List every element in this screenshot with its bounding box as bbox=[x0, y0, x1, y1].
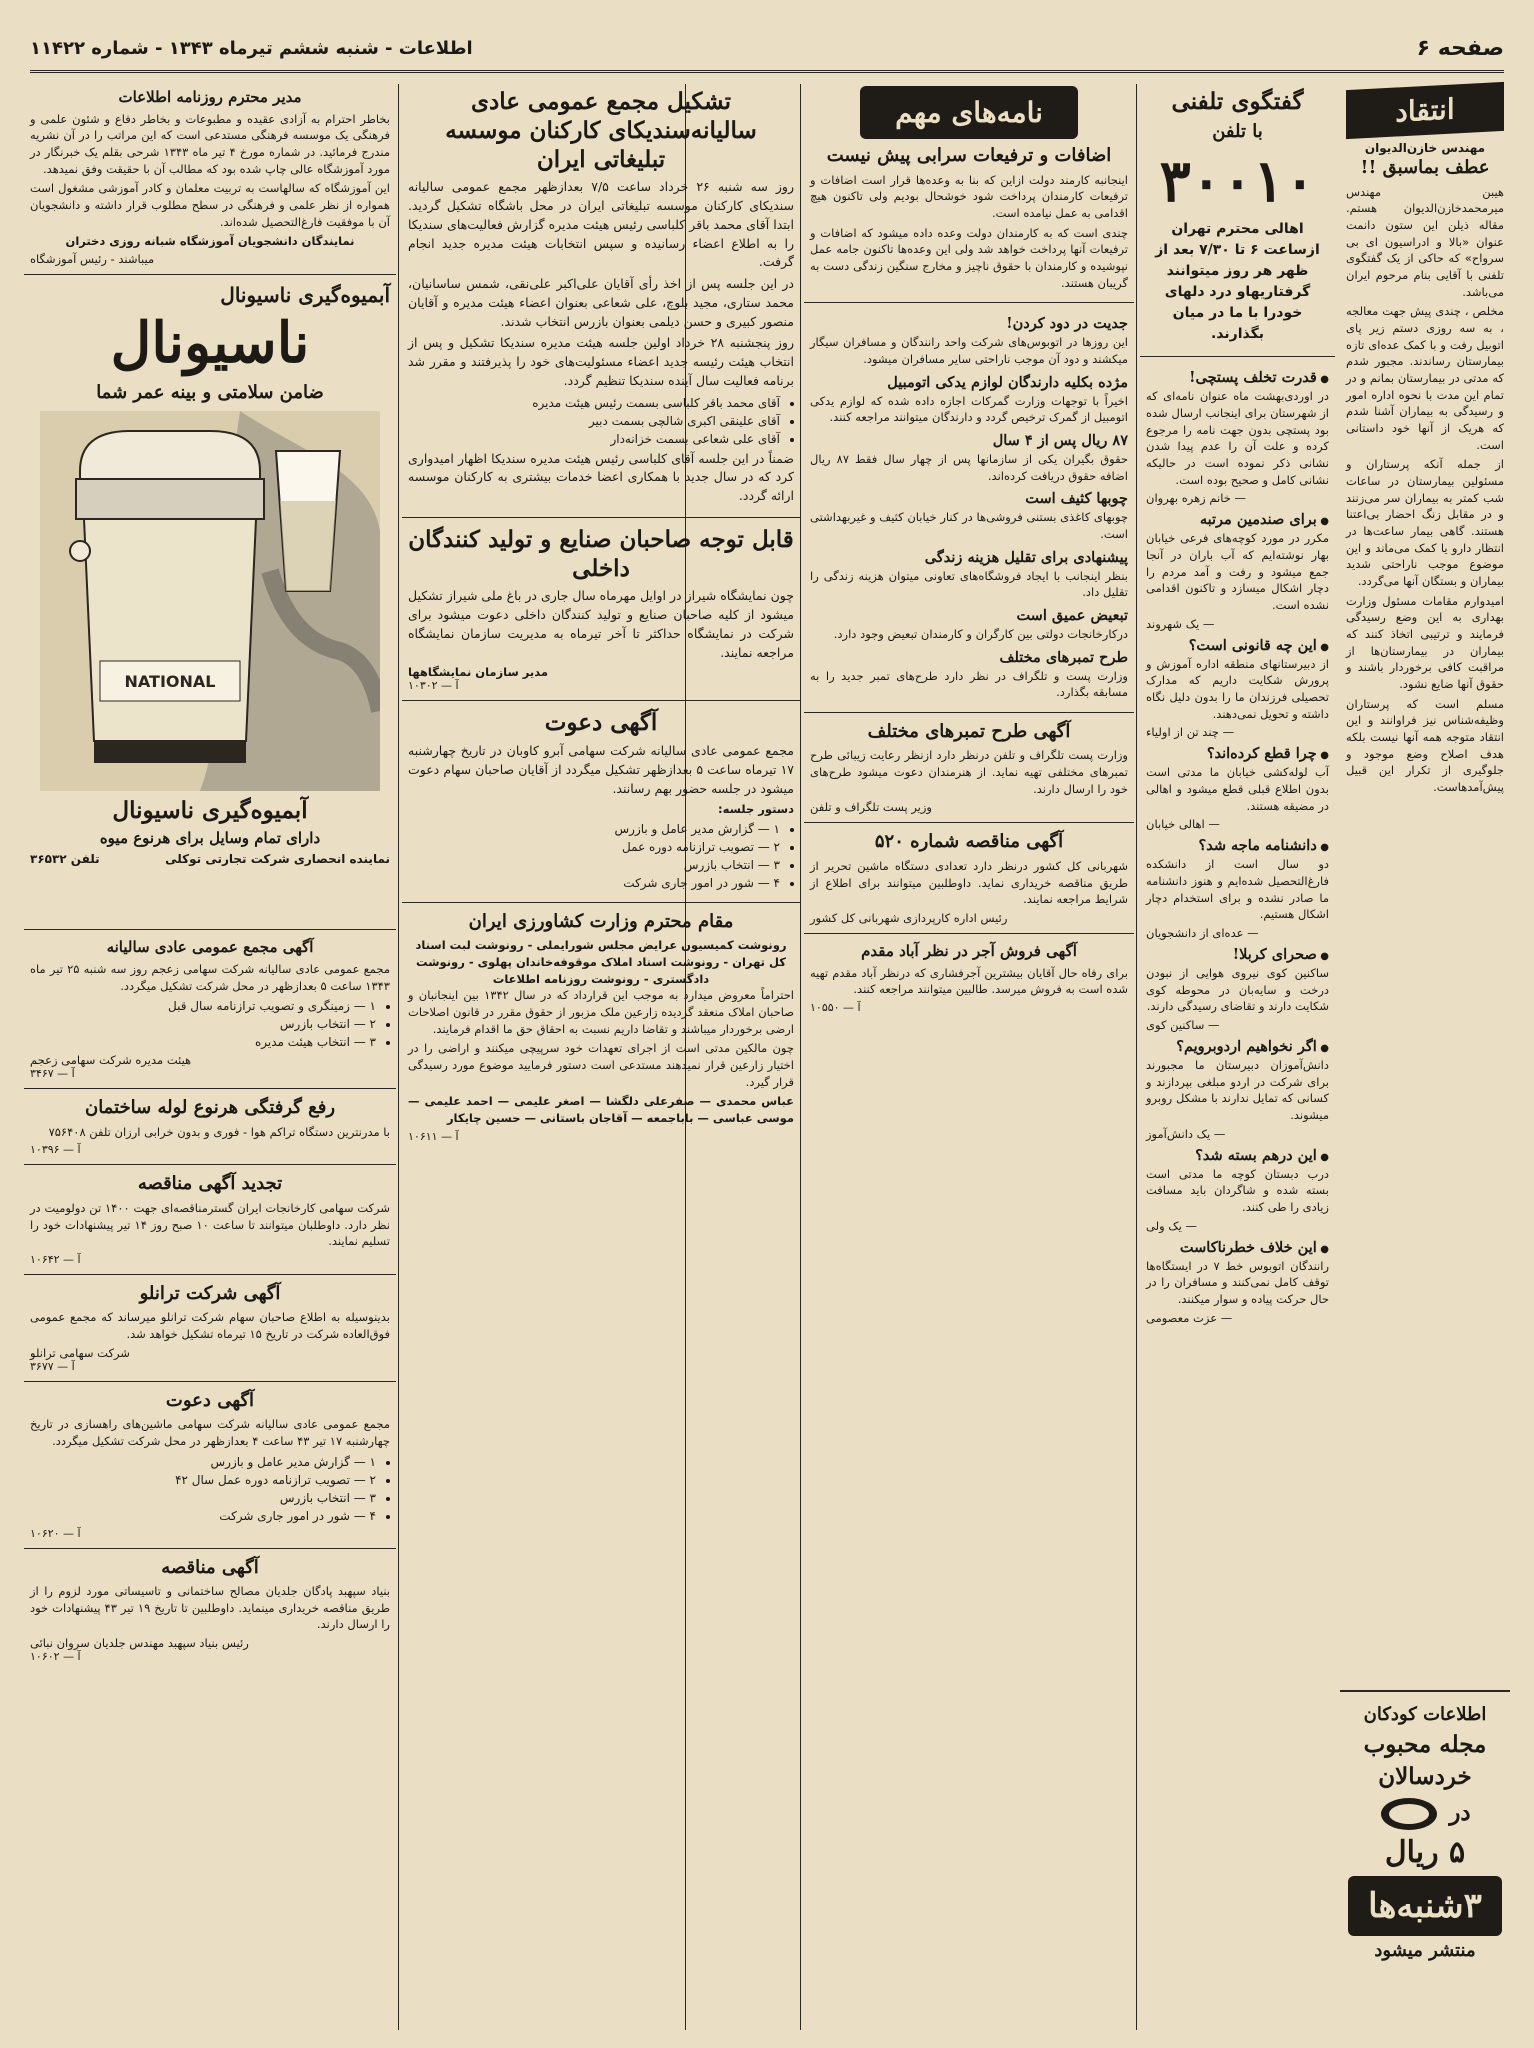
column-divider bbox=[800, 84, 801, 2030]
item-body: دو سال است از دانشکده فارغ‌التحصیل شده‌ایم و هنوز دانشنامه ما صادر نشده و برای استخدام دچار اشکال هستیم. bbox=[1146, 857, 1329, 922]
ministry-ref: آ — ۱۰۶۱۱ bbox=[408, 1129, 459, 1143]
ad-body: شرکت سهامی کارخانجات ایران گسترمناقصه‌ای جهت ۱۴۰۰ تن دولومیت در نظر دارد. داوطلبان میتوانند تا ساعت ۱۰ صبح روز ۱۴ تیر پیشنهادات خود را تسلیم نمایند. bbox=[30, 1200, 390, 1249]
letter-item-body: بنظر اینجانب با ایجاد فروشگاه‌های تعاونی میتوان هزینه زندگی را تقلیل داد. bbox=[810, 568, 1128, 600]
letters-title-box: نامه‌های مهم bbox=[860, 86, 1078, 139]
ministry-signers: عباس محمدی — صفرعلی دلگشا — اصغر علیمی — احمد علیمی — موسی عباسی — باباجمعه — آقاجان باستانی — حسین چایکار bbox=[408, 1094, 794, 1126]
nat-ad-bottom1: آبمیوه‌گیری ناسیونال bbox=[112, 796, 308, 824]
masthead-rule bbox=[30, 70, 1504, 73]
phone-item bbox=[1146, 637, 1329, 740]
agenda-item: • ۲ — تصویب ترازنامه دوره عمل bbox=[408, 838, 780, 856]
phone-item bbox=[1146, 1038, 1329, 1141]
item-title: ● این درهم بسته شد؟ bbox=[1146, 1147, 1329, 1164]
letter-item-body: چوبهای کاغذی بستنی فروشی‌ها در کنار خیابان کثیف و غیربهداشتی است. bbox=[810, 510, 1128, 541]
item-body: دانش‌آموزان دبیرستان ما مجبورند برای شرکت در اردو مبلغی بپردازند و کسانی که تمایل ندارند با مشکل روبرو میشوند. bbox=[1146, 1058, 1329, 1123]
phone-number: ۳۰۰۱۰ bbox=[1159, 147, 1316, 216]
item-body: از دبیرستانهای منطقه اداره آموزش و پرورش شکایت داریم که مدارک تحصیلی فرزندان ما را بدون دلیل نگاه داشته و تحویل نمی‌دهند. bbox=[1146, 656, 1329, 721]
tender-ad bbox=[804, 823, 1134, 934]
nat-ad-head: آبمیوه‌گیری ناسیونال bbox=[220, 283, 390, 308]
page-number: صفحه ۶ bbox=[1416, 36, 1504, 61]
board-member: • آقای محمد باقر کلباسی بسمت رئیس هیئت مدیره bbox=[408, 394, 780, 412]
letter-item-body: حقوق بگیران یکی از سازمانها پس از چهار سال فقط ۸۷ ریال اضافه حقوق دریافت کرده‌اند. bbox=[810, 451, 1128, 483]
phone-item bbox=[1146, 369, 1329, 505]
phone-item bbox=[1146, 837, 1329, 940]
stamps-ad bbox=[804, 713, 1134, 824]
item-body: درب دبستان کوچه ما مدتی است بسته شده و شاگردان باید مسافت زیادی را طی کنند. bbox=[1146, 1166, 1329, 1215]
syndicate-body: ضمناً در این جلسه آقای کلباسی رئیس هیئت مدیره سندیکا اظهار امیدواری کرد که در سال جدید با همکاری اعضا خدمات بیشتری به کارکنان موسسه ارائه گردد. bbox=[408, 450, 794, 503]
ministry-sub: رونوشت کمیسیون عرایض مجلس شورایملی - رونوشت لبت اسناد کل تهران - رونوشت اسناد املاک موقوفه‌خاندان پهلوی - رونوشت دادگستری - رونوشت روزنامه اطلاعات bbox=[415, 938, 787, 986]
ad-title: آگهی شرکت ترانلو bbox=[139, 1282, 281, 1304]
letter-paragraph: هیبن مهندس میرمحمدخازن‌الدیوان هستم. مقاله ذیلن این ستون دانمت عنوان «بالا و ادراسیون ای بی سرواح» که حاکی از یک گفتگوی تلفنی با آقایی بنام مرحوم ایران می‌باشد. bbox=[1346, 184, 1504, 299]
letter-paragraph: امیدوارم مقامات مسئول وزارت بهداری به این وضع رسیدگی فرمایند و ترتیبی اتخاذ کنند که بیماران در بیمارستان‌ها از مراقبت کافی برخوردار باشند و حقوق آنها ضایع نشود. bbox=[1346, 593, 1504, 691]
item-title: ● صحرای کربلا! bbox=[1146, 946, 1329, 963]
ministry-letter bbox=[402, 903, 800, 1151]
notice-body: چون نمایشگاه شیراز در اوایل مهرماه سال جاری در باغ ملی شیراز تشکیل میشود از کلیه صاحبان صنایع و تولید کنندگان داخلی دعوت میشود برای شرکت در نمایشگاه حداکثر تا آخر تیرماه به مدیریت سازمان نمایشگاه مراجعه نمایند. bbox=[408, 588, 794, 660]
director-title: مدیر محترم روزنامه اطلاعات bbox=[118, 88, 302, 106]
kids-ad-price: ۵ ریال bbox=[1384, 1835, 1466, 1870]
letters-main-body: اینجانبه کارمند دولت ازاین که بنا به وعده‌ها قرار است اضافات و ترفیعات کارمندان پرداخت شود خوشحال بودیم ولی تاکنون هیچ اقدامی به عمل نیامده است. bbox=[810, 172, 1128, 220]
board-list bbox=[408, 394, 794, 448]
kids-ad-line: منتشر میشود bbox=[1374, 1939, 1476, 1961]
item-title: ● این چه قانونی است؟ bbox=[1146, 637, 1329, 654]
item-title: ● چرا قطع کرده‌اند؟ bbox=[1146, 745, 1329, 762]
national-juicer-ad bbox=[24, 275, 396, 930]
item-signature: — عده‌ای از دانشجویان bbox=[1146, 926, 1259, 941]
ad-ref: آ — ۱۰۶۲۰ bbox=[30, 1526, 81, 1540]
sale-ad-title: آگهی فروش آجر در نظر آباد مقدم bbox=[861, 941, 1077, 960]
critique-block bbox=[1340, 80, 1510, 807]
phone-item bbox=[1146, 745, 1329, 831]
phone-item bbox=[1146, 511, 1329, 630]
ad-tranlo bbox=[24, 1275, 396, 1382]
ad-body: بدینوسیله به اطلاع صاحبان سهام شرکت ترانلو میرساند که مجمع عمومی فوق‌العاده شرکت در تاریخ ۱۵ تیرماه تشکیل خواهد شد. bbox=[30, 1310, 390, 1342]
syndicate-body: در این جلسه پس از اخذ رأی آقایان علی‌اکبر علی‌نقی، شمس ساسانیان، محمد ستاری، مجید بلوچ، علی شعاعی بعنوان اعضاء هیئت مدیره و آقایان منصور کبیری و حسن دیلمی بعنوان بازرس انتخاب شدند. bbox=[408, 276, 794, 329]
letter-title: عطف بماسبق !! bbox=[1360, 157, 1490, 178]
letter-item-title: ۸۷ ریال پس از ۴ سال bbox=[992, 431, 1128, 449]
letter-item-title: پیشنهادی برای تقلیل هزینه زندگی bbox=[924, 548, 1128, 566]
phone-items bbox=[1140, 357, 1335, 1333]
stamps-ad-body: وزارت پست تلگراف و تلفن درنظر دارد ازنظر رعایت زیبائی طرح تمبرهای مختلفی تهیه نماید. از هنرمندان دعوت میشود طرح‌های خود را ارسال دارند. bbox=[810, 748, 1128, 796]
nat-ad-phone: تلفن ۳۶۵۳۲ bbox=[30, 852, 100, 867]
phone-sub: با تلفن bbox=[1212, 120, 1263, 142]
letters-main-body: چندی است که به کارمندان دولت وعده داده میشود که اضافات و ترفیعات آنها پرداخت خواهد شد ولی این وعده‌ها تاکنون جامه عمل نپوشیده و کارمندان با حقوق ناچیز و مخارج سنگین زندگی دست به گریبان هستند. bbox=[810, 225, 1128, 290]
director-body: این آموزشگاه که سالهاست به تربیت معلمان و کادر آموزشی مشغول است همواره از نظر علمی و فرهنگی در سطح مطلوب قرار داشته و دانشجویان آن با موفقیت فارغ‌التحصیل شده‌اند. bbox=[30, 181, 390, 229]
section-title: انتقاد bbox=[1346, 82, 1504, 139]
nat-ad-brand: ناسیونال bbox=[110, 310, 310, 377]
syndicate-title: تشکیل مجمع عمومی عادی سالیانه‌سندیکای کارکنان موسسه تبلیغاتی ایران bbox=[445, 88, 757, 173]
ad-title: آگهی مجمع عمومی عادی سالیانه bbox=[106, 938, 314, 957]
board-member: • آقای علینقی اکبری شالچی بسمت دبیر bbox=[408, 412, 780, 430]
item-body: آب لوله‌کشی خیابان ما مدتی است بدون اطلاع قبلی قطع میشود و اهالی در مضیقه هستند. bbox=[1146, 765, 1329, 813]
agenda-item: • ۴ — شور در امور جاری شرکت bbox=[408, 874, 780, 892]
ad-ref: آ — ۳۴۶۷ bbox=[30, 1067, 75, 1081]
kids-ad-line: مجله محبوب bbox=[1363, 1730, 1487, 1758]
notice-ref: آ — ۱۰۳۰۲ bbox=[408, 679, 459, 693]
director-body: بخاطر احترام به آزادی عقیده و مطبوعات و بخاطر دفاع و شئون علمی و فرهنگی یک موسسه فرهنگی مستدعی است که این مراتب را در آن نشریه مندرج فرمائید. در شماره مورخ ۴ تیر ماه ۱۳۴۳ شرحی بقلم یک خبرنگار در مورد آموزشگاه عالی چاپ شده بود که مطالب آن با حقیقت وفق نمیدهد. bbox=[30, 111, 390, 176]
letter-item-body: اخیراً با توجهات وزارت گمرکات اجازه داده شده که لوازم یدکی اتومبیل از گمرک ترخیص گردد و دارندگان میتوانند مراجعه کنند. bbox=[810, 393, 1128, 425]
letter-item-body: این روزها در اتوبوس‌های شرکت واحد رانندگان و مسافران سیگار میکشند و دود آن موجب ناراحتی سایر مسافران میشود. bbox=[810, 335, 1128, 366]
invite-ad bbox=[402, 701, 800, 903]
phone-title: گفتگوی تلفنی bbox=[1171, 88, 1304, 115]
tender-ad-title: آگهی مناقصه شماره ۵۲۰ bbox=[874, 831, 1064, 853]
ad-general-meeting bbox=[24, 930, 396, 1089]
kids-ad-day: ۳شنبه‌ها bbox=[1348, 1876, 1502, 1936]
phone-item bbox=[1146, 1147, 1329, 1233]
ministry-body: احتراماً معروض میدارد به موجب این قرارداد که در سال ۱۳۴۲ بین اینجانبان و صاحبان املاک منعقد گردیده زارعین ملک مزبور از حقوق مقرر در قانون اصلاحات ارضی برخوردار میباشند و تقاضا داریم نسبت به احقاق حق ما اقدام فرمایند. bbox=[408, 988, 795, 1036]
invite-agenda-title: دستور جلسه: bbox=[718, 802, 794, 817]
nat-ad-rep: نماینده انحصاری شرکت تجارتی توکلی bbox=[165, 852, 390, 867]
ad-ref: آ — ۱۰۳۹۶ bbox=[30, 1143, 81, 1157]
item-body: در اوردی‌بهشت ماه عنوان نامه‌ای که از شهرستان برای اینجانب ارسال شده بود پستچی بدون جهت نامه را مرجوع کرده و علت آن را عدم پیدا شدن نشانی ذکر نموده است در حالیکه نشانی کامل و صحیح بوده است. bbox=[1146, 389, 1329, 487]
item-title: ● برای صندمین مرتبه bbox=[1146, 511, 1329, 528]
ad-invite-2 bbox=[24, 1382, 396, 1549]
letter-item-title: تبعیض عمیق است bbox=[1016, 606, 1128, 624]
phone-body: اهالی محترم تهران ازساعت ۶ تا ۷/۳۰ بعد از ظهر هر روز میتوانند گرفتاریهاو درد دلهای خودرا با ما در میان بگذارند. bbox=[1155, 221, 1320, 343]
column-divider bbox=[398, 84, 399, 2030]
agenda-item: • ۳ — انتخاب بازرس bbox=[30, 1489, 376, 1507]
ministry-title: مقام محترم وزارت کشاورزی ایران bbox=[468, 910, 734, 932]
letter-item-title: طرح تمبرهای مختلف bbox=[999, 648, 1128, 666]
agenda-item: • ۱ — گزارش مدیر عامل و بازرس bbox=[408, 820, 780, 838]
syndicate-body: روز سه شنبه ۲۶ خرداد ساعت ۷/۵ بعدازظهر مجمع عمومی سالیانه سندیکای کارکنان موسسه تبلیغاتی ایران در محل باشگاه تشکیل گردید. ابتدا آقای محمد باقر کلباسی رئیس هیئت مدیره گزارش فعالیت‌های سندیکا را به اطلاع اعضاء رسانیده و سپس انتخابات هیئت مدیره جدید انجام گرفت. bbox=[408, 179, 794, 270]
tender-ad-sig: رئیس اداره کارپردازی شهربانی کل کشور bbox=[810, 910, 1008, 925]
kids-ad-line: خردسالان bbox=[1378, 1763, 1472, 1791]
ad-body: مجمع عمومی عادی سالیانه شرکت سهامی ماشین‌های راهسازی در تاریخ چهارشنبه ۱۷ تیر ۴۳ ساعت ۴ بعدازظهر در محل شرکت تشکیل میگردد. bbox=[30, 1417, 390, 1448]
item-title: ● دانشنامه ماجه شد؟ bbox=[1146, 837, 1329, 854]
column-syndicate bbox=[402, 80, 800, 2034]
director-ref: میباشند - رئیس آموزشگاه bbox=[30, 252, 155, 267]
ad-sig: شرکت سهامی ترانلو bbox=[30, 1345, 130, 1360]
date-issue: اطلاعات - شنبه ششم تیرماه ۱۳۴۳ - شماره ۱۱۴۲۲ bbox=[30, 38, 473, 59]
kids-magazine-ad bbox=[1340, 1690, 1510, 2032]
ad-body: بنیاد سپهبد پادگان جلدیان مصالح ساختمانی و تاسیساتی مورد لزوم را از طریق مناقصه خریداری مینماید. داوطلبین تا تاریخ ۱۹ تیر ۴۳ پیشنهادات خود را ارسال دارند. bbox=[30, 1584, 390, 1632]
ad-title: رفع گرفتگی هرنوع لوله ساختمان bbox=[84, 1097, 336, 1119]
ad-title: آگهی دعوت bbox=[165, 1389, 255, 1411]
ad-agenda bbox=[30, 997, 390, 1051]
letter-item-title: مژده بکلیه دارندگان لوازم یدکی اتومبیل bbox=[887, 373, 1128, 391]
stamps-ad-sig: وزیر پست تلگراف و تلفن bbox=[810, 800, 932, 815]
nat-ad-label: NATIONAL bbox=[124, 671, 216, 691]
invite-body: مجمع عمومی عادی سالیانه شرکت سهامی آبرو کاوبان در تاریخ چهارشنبه ۱۷ تیرماه ساعت ۵ بعدازظهر تشکیل میگردد از آقایان صاحبان سهام دعوت میشود در جلسه حضور بهم رسانند. bbox=[408, 743, 794, 796]
item-title: ● قدرت تخلف پستچی! bbox=[1146, 369, 1329, 386]
sale-ad-body: برای رفاه حال آقایان بیشترین آجرفشاری که درنظر آباد مقدم تهیه شده است به فروش میرسد. طالبین میتوانند مراجعه کنند. bbox=[810, 965, 1128, 997]
ad-agenda bbox=[30, 1453, 390, 1525]
ad-body: با مدرنترین دستگاه تراکم هوا - فوری و بدون خرابی ارزان تلفن ۷۵۶۴۰۸ bbox=[48, 1124, 390, 1139]
agenda-item: • ۱ — گزارش مدیر عامل و بازرس bbox=[30, 1453, 376, 1471]
letter-paragraph: مخلص ، چندی پیش جهت معالجه ، به سه روزی دستم زیر پای اتوبیل رفت و با کمک عده‌ای تازه بیمارستان رساندند. مجبور شدم که مدتی در بیمارستان بمانم و در تمام این مدت با نحوه اداره امور و رسیدگی به بیماران آشنا شدم که هریک از آنها خود داستانی است. bbox=[1346, 304, 1504, 452]
agenda-item: • ۴ — شور در امور جاری شرکت bbox=[30, 1507, 376, 1525]
letter-item-title: چوبها کثیف است bbox=[1025, 490, 1128, 508]
invite-title: آگهی دعوت bbox=[544, 709, 658, 737]
phone-header bbox=[1140, 80, 1335, 357]
letters-header bbox=[804, 80, 1134, 303]
kids-ad-line: اطلاعات کودکان bbox=[1363, 1704, 1487, 1725]
phone-item bbox=[1146, 1239, 1329, 1325]
ad-ref: آ — ۱۰۶۰۲ bbox=[30, 1650, 81, 1664]
letter-paragraph: از جمله آنکه پرستاران و مسئولین بیمارستان در ساعات شب کمتر به بیماران سر می‌زنند و در مقابل زنگ احضار بی‌اعتنا هستند. گاهی بیمار ساعت‌ها در انتظار دارو یا کمک می‌ماند و این موضوع موجب ناراحتی شدید بیماران و بستگان آنها می‌گردد. bbox=[1346, 457, 1504, 588]
stamps-ad-title: آگهی طرح تمبرهای مختلف bbox=[867, 720, 1071, 742]
sale-ad-ref: آ — ۱۰۵۵۰ bbox=[810, 1001, 861, 1015]
director-letter bbox=[24, 80, 396, 275]
column-phone bbox=[1140, 80, 1335, 2034]
item-body: ساکنین کوی نیروی هوایی از نبودن درخت و سایه‌بان در محوطه کوی شکایت دارند و تقاضای رسیدگی دارند. bbox=[1146, 966, 1329, 1014]
item-signature: — عزت معصومی bbox=[1146, 1310, 1233, 1325]
item-signature: — اهالی خیابان bbox=[1146, 817, 1220, 832]
letter-item-title: جدیت در دود کردن! bbox=[1006, 315, 1128, 333]
letter-item-body: وزارت پست و تلگراف در نظر دارد طرح‌های تمبر جدید را به مسابقه بگذارد. bbox=[810, 668, 1128, 700]
ad-ref: آ — ۱۰۶۴۲ bbox=[30, 1252, 81, 1266]
notice-title: قابل توجه صاحبان صنایع و تولید کنندگان داخلی bbox=[408, 525, 794, 582]
syndicate-body: روز پنجشنبه ۲۸ خرداد اولین جلسه هیئت مدیره سندیکا تشکیل و پس از انتخاب هیئت رئیسه جدید اعضاء مسئولیت‌های خود را پذیرفتند و مقرر شد برنامه فعالیت سال آینده سندیکا تنظیم گردد. bbox=[408, 335, 794, 388]
ad-sig: هیئت مدیره شرکت سهامی زعجم bbox=[30, 1053, 192, 1068]
item-title: ● اگر نخواهیم اردوبرویم؟ bbox=[1146, 1038, 1329, 1055]
agenda-item: • ۱ — زمینگری و تصویب ترازنامه سال قبل bbox=[30, 997, 376, 1015]
board-member: • آقای علی شعاعی بسمت خزانه‌دار bbox=[408, 430, 780, 448]
syndicate-article bbox=[402, 80, 800, 518]
nat-ad-bottom2: دارای تمام وسایل برای هرنوع میوه bbox=[99, 829, 321, 848]
ad-sig: رئیس بنیاد سپهبد مهندس جلدیان سروان نبائی bbox=[30, 1636, 249, 1651]
invite-agenda bbox=[408, 820, 794, 892]
ad-title: تجدید آگهی مناقصه bbox=[137, 1173, 283, 1195]
item-body: رانندگان اتوبوس خط ۷ در ایستگاه‌ها توقف کامل نمی‌کنند و مسافران را در حال حرکت پیاده و سوار میکنند. bbox=[1146, 1258, 1330, 1307]
ad-tender-renew bbox=[24, 1165, 396, 1275]
ad-tender-2 bbox=[24, 1549, 396, 1672]
notice-sig: مدیر سازمان نمایشگاهها bbox=[408, 665, 548, 680]
ministry-body: چون مالکین مدتی است از اجرای تعهدات خود سرپیچی میکنند و اراضی را در اختیار زارعین قرار نمیدهند مستدعی است دستور فرمایید موضوع مورد رسیدگی قرار گیرد. bbox=[408, 1041, 794, 1089]
column-letters bbox=[804, 80, 1134, 2034]
logo-badge-icon bbox=[1379, 1796, 1439, 1832]
tender-ad-body: شهربانی کل کشور درنظر دارد تعدادی دستگاه ماشین تحریر از طریق مناقصه خریداری نماید. داوطلبین میتوانند برای اطلاع از شرایط مراجعه نمایند. bbox=[810, 858, 1128, 907]
agenda-item: • ۳ — انتخاب بازرس bbox=[408, 856, 780, 874]
letters-items bbox=[804, 303, 1134, 713]
agenda-item: • ۲ — تصویب ترازنامه دوره عمل سال ۴۲ bbox=[30, 1471, 376, 1489]
column-ads bbox=[24, 80, 396, 2034]
ad-ref: آ — ۳۶۷۷ bbox=[30, 1359, 75, 1373]
kids-ad-line: در bbox=[1449, 1798, 1471, 1826]
letter-author: مهندس خازن‌الدیوان bbox=[1364, 141, 1486, 155]
exhibition-notice bbox=[402, 518, 800, 702]
item-signature: — خانم زهره بهروان bbox=[1146, 491, 1246, 506]
letter-item-body: درکارخانجات دولتی بین کارگران و کارمندان تبعیض وجود دارد. bbox=[833, 626, 1128, 641]
item-title: ● این خلاف خطرناکاست bbox=[1146, 1239, 1329, 1256]
phone-item bbox=[1146, 946, 1329, 1032]
column-divider bbox=[1136, 84, 1137, 2030]
item-body: مکرر در مورد کوچه‌های فرعی خیابان بهار نوشته‌ایم که آب باران در آنجا جمع میشود و رفت و آمد مردم را دچار اشکال میسازد و تاکنون اقدامی نشده است. bbox=[1146, 531, 1329, 612]
sale-ad bbox=[804, 934, 1134, 1022]
letters-main-title: اضافات و ترفیعات سرابی پیش نیست bbox=[826, 145, 1112, 166]
nat-ad-slogan: ضامن سلامتی و بینه عمر شما bbox=[96, 382, 324, 404]
agenda-item: • ۳ — انتخاب هیئت مدیره bbox=[30, 1033, 376, 1051]
ad-title: آگهی مناقصه bbox=[161, 1556, 259, 1578]
item-signature: — یک ولی bbox=[1146, 1218, 1197, 1233]
ad-pipe bbox=[24, 1089, 396, 1165]
agenda-item: • ۲ — انتخاب بازرس bbox=[30, 1015, 376, 1033]
letter-paragraph: مسلم است که پرستاران وظیفه‌شناس نیز فراوانند و این انتقاد متوجه همه آنها نیست بلکه هدف اصلاح وضع موجود و جلوگیری از تکرار این قبیل پیش‌آمدهاست. bbox=[1346, 696, 1504, 795]
item-signature: — یک دانش‌آموز bbox=[1146, 1126, 1226, 1141]
item-signature: — یک شهروند bbox=[1146, 616, 1215, 631]
item-signature: — چند تن از اولیاء bbox=[1146, 725, 1235, 740]
masthead bbox=[30, 36, 1504, 84]
juicer-illustration-icon bbox=[40, 411, 380, 791]
item-signature: — ساکنین کوی bbox=[1146, 1018, 1220, 1033]
ad-body: مجمع عمومی عادی سالیانه شرکت سهامی زعجم روز سه شنبه ۲۵ تیر ماه ۱۳۴۳ ساعت ۵ بعدازظهر در محل شرکت تشکیل میگردد. bbox=[30, 961, 390, 993]
director-sig: نمایندگان دانشجویان آموزشگاه شبانه روزی دختران bbox=[65, 234, 355, 249]
